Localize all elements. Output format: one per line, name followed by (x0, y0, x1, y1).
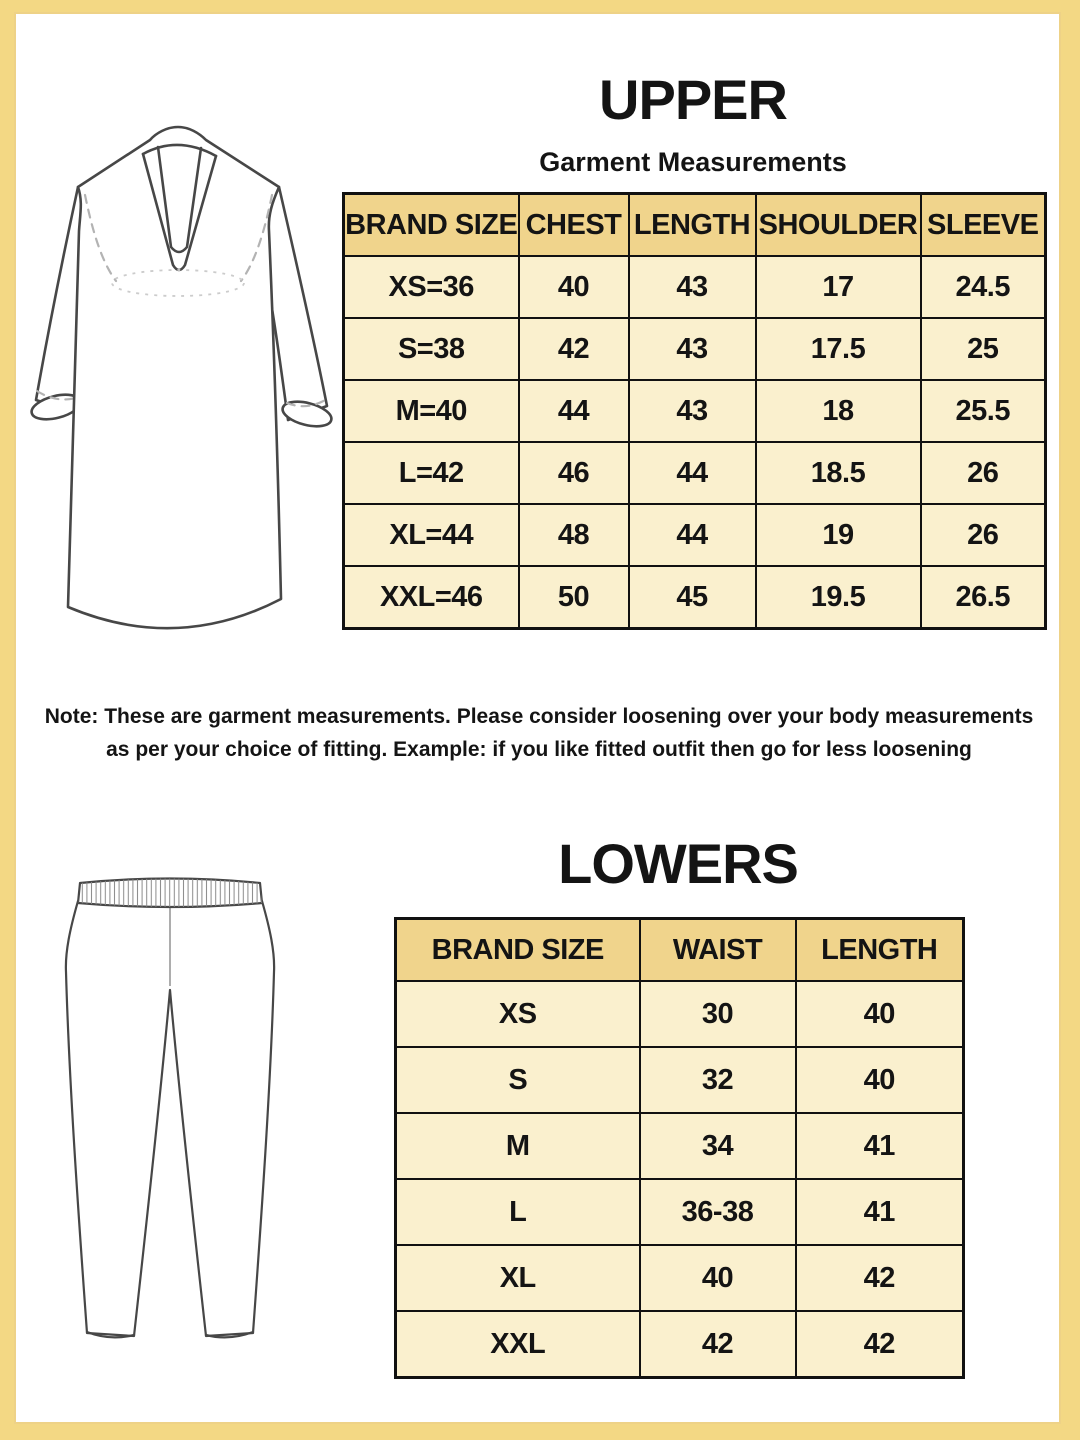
value-cell: 43 (629, 380, 756, 442)
lowers-size-table (394, 917, 965, 1379)
value-cell: 40 (640, 1245, 796, 1311)
table-row (396, 1179, 964, 1245)
column-header: LENGTH (796, 919, 964, 982)
size-cell: S (396, 1047, 640, 1113)
note-line-2: as per your choice of fitting. Example: if you like fitted outfit then go for less loosening (106, 738, 972, 761)
upper-section-title: UPPER (599, 68, 787, 131)
value-cell: 17 (756, 256, 921, 318)
value-cell: 19.5 (756, 566, 921, 629)
value-cell: 40 (519, 256, 629, 318)
size-cell: XXL=46 (344, 566, 519, 629)
kurta-illustration (22, 107, 342, 652)
value-cell: 25.5 (921, 380, 1046, 442)
size-cell: M=40 (344, 380, 519, 442)
value-cell: 41 (796, 1179, 964, 1245)
value-cell: 40 (796, 1047, 964, 1113)
value-cell: 26 (921, 504, 1046, 566)
value-cell: 44 (519, 380, 629, 442)
upper-section-subtitle: Garment Measurements (539, 147, 847, 177)
size-cell: XS (396, 981, 640, 1047)
value-cell: 42 (796, 1245, 964, 1311)
table-row (396, 1311, 964, 1378)
value-cell: 24.5 (921, 256, 1046, 318)
column-header: SLEEVE (921, 194, 1046, 257)
value-cell: 50 (519, 566, 629, 629)
size-cell: L=42 (344, 442, 519, 504)
value-cell: 44 (629, 442, 756, 504)
value-cell: 18.5 (756, 442, 921, 504)
table-header-row (396, 919, 964, 982)
size-cell: M (396, 1113, 640, 1179)
value-cell: 26.5 (921, 566, 1046, 629)
size-cell: XL (396, 1245, 640, 1311)
size-cell: XS=36 (344, 256, 519, 318)
value-cell: 46 (519, 442, 629, 504)
value-cell: 43 (629, 256, 756, 318)
value-cell: 42 (796, 1311, 964, 1378)
value-cell: 44 (629, 504, 756, 566)
column-header: BRAND SIZE (344, 194, 519, 257)
value-cell: 43 (629, 318, 756, 380)
table-row (344, 318, 1046, 380)
column-header: SHOULDER (756, 194, 921, 257)
value-cell: 34 (640, 1113, 796, 1179)
value-cell: 26 (921, 442, 1046, 504)
value-cell: 17.5 (756, 318, 921, 380)
kurta-body (68, 127, 281, 628)
table-row (344, 504, 1046, 566)
table-header-row (344, 194, 1046, 257)
column-header: BRAND SIZE (396, 919, 640, 982)
value-cell: 40 (796, 981, 964, 1047)
size-cell: L (396, 1179, 640, 1245)
upper-size-table (342, 192, 1047, 630)
lowers-section-title: LOWERS (558, 832, 798, 895)
value-cell: 19 (756, 504, 921, 566)
table-row (344, 566, 1046, 629)
table-row (396, 1047, 964, 1113)
value-cell: 32 (640, 1047, 796, 1113)
table-row (396, 1113, 964, 1179)
measurement-note (39, 700, 1039, 766)
value-cell: 42 (519, 318, 629, 380)
content-area (14, 12, 1061, 1424)
value-cell: 30 (640, 981, 796, 1047)
value-cell: 45 (629, 566, 756, 629)
value-cell: 36-38 (640, 1179, 796, 1245)
size-cell: S=38 (344, 318, 519, 380)
table-row (344, 256, 1046, 318)
size-cell: XXL (396, 1311, 640, 1378)
column-header: WAIST (640, 919, 796, 982)
table-row (344, 380, 1046, 442)
value-cell: 42 (640, 1311, 796, 1378)
size-cell: XL=44 (344, 504, 519, 566)
note-line-1: Note: These are garment measurements. Please consider loosening over your body measurements (44, 705, 1034, 728)
value-cell: 41 (796, 1113, 964, 1179)
value-cell: 18 (756, 380, 921, 442)
table-row (344, 442, 1046, 504)
column-header: CHEST (519, 194, 629, 257)
table-row (396, 981, 964, 1047)
pants-illustration (57, 874, 282, 1344)
column-header: LENGTH (629, 194, 756, 257)
value-cell: 25 (921, 318, 1046, 380)
value-cell: 48 (519, 504, 629, 566)
table-row (396, 1245, 964, 1311)
